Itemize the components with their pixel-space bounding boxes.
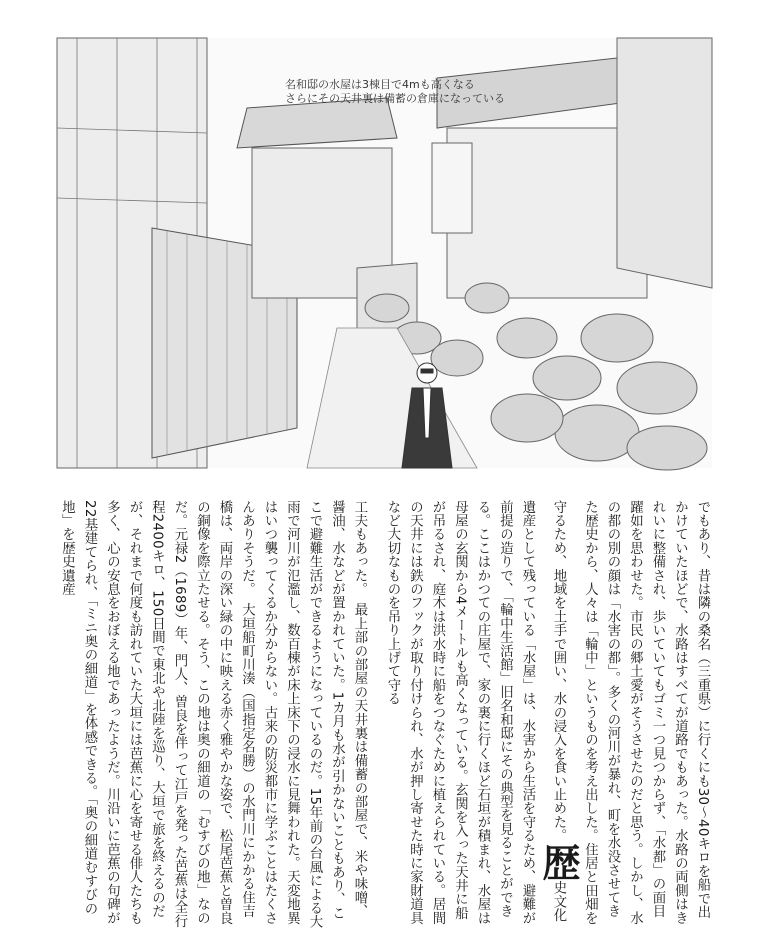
- street-sketch-illustration: [57, 38, 712, 468]
- article-text-left: [55, 500, 370, 930]
- caption-line-1: 名和邸の水屋は3棟目で4mも高くなる: [285, 78, 475, 91]
- article-paragraph-1: でもあり、昔は隣の桑名（三重県）に行くにも30〜40キロを船で出かけていたほどで、水路はすべてが道路でもあった。水路の両側はきれいに整備され、歩いていてもゴミ一つ見つからず、「水都」の面目躍如を思わせた。市民の郷土愛がそうさせたのだと思う。しかし、水の都の別の顔は「水害の都」。多くの河川が暴れ、町を水没させてきた歴史から、人々は「輪中」というものを考え出した。住居と田畑を守るため、地域を土手で囲い、水の浸入を食い止めた。: [551, 500, 710, 925]
- article-paragraph-3: 工夫もあった。 最上部の部屋の天井裏は備蓄の部屋で、米や味噌、醤油、水などが置かれていた。1カ月も水が引かないこともあり、ここで避難生活ができるようになっているのだ。15年前の台風による大雨で河川が氾濫し、数百棟が床上床下の浸水に見舞われた。天変地異はいつ襲ってくるか分からない。古来の防災都市に学ぶことはたくさんありそうだ。 大垣船町川湊（国指定名勝）の水門川にかかる住吉橋は、両岸の深い緑の中に映える赤く雅やかな姿で、松尾芭蕉と曽良の銅像を際立たせる。そう、この地は奥の細道の「むすびの地」なのだ。元禄2（1689）年、門人、曽良を伴って江戸を発った芭蕉は全行程2400キロ、150日間で東北や北陸を巡り、大垣で旅を終えるのだが、それまで何度も訪れていた大垣には芭蕉に心を寄せる俳人たちも多く、心の安息をおぼえる地であったようだ。川沿いに芭蕉の句碑が22基建てられ、「ミニ奥の細道」を体感できる。「奥の細道むすびの地」を歴史遺産: [59, 500, 367, 929]
- drop-cap: 歴: [536, 842, 580, 881]
- illustration-caption: [285, 78, 585, 106]
- caption-line-2: さらにその天井裏は備蓄の倉庫になっている: [285, 92, 505, 105]
- article-paragraph-2: 史文化遺産として残っている「水屋」は、水害から生活を守るため、避難が前提の造りで、「輪中生活館」旧名和邸にその典型を見ることができる。ここはかつての庄屋で、家の裏に行くほど石垣が積まれ、水屋は母屋の玄関から4メートルも高くなっている。玄関を入った天井に船が吊るされ、庭木は洪水時に船をつなぐために植えられている。居間の天井には鉄のフックが取り付けられ、水が押し寄せた時に家財道具など大切なものを吊り上げて守る: [385, 500, 566, 925]
- article-text-right: [385, 500, 713, 930]
